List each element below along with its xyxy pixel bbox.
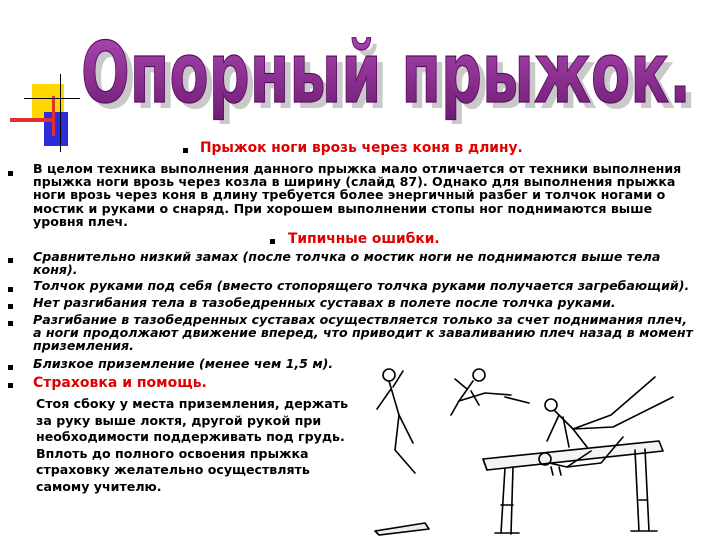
intro-line: ноги врозь через коня в длину требуется более энергичный разбег и толчок ногами о (33, 187, 666, 203)
intro-line: В целом техника выполнения данного прыжка мало отличается от техники выполнения (33, 161, 682, 176)
gymnast-flight (451, 369, 529, 415)
error-line: Толчок руками под себя (вместо стопорящего толчка руками получается загребающий). (33, 278, 690, 293)
safety-line: самому учителю. (36, 478, 162, 494)
deco-red-line-h (10, 118, 54, 122)
safety-text (36, 396, 356, 495)
gymnast-vault-illustration (355, 355, 715, 537)
square-bullet-icon (8, 321, 13, 326)
safety-line: Вплоть до полного освоения прыжка (36, 445, 309, 461)
safety-line: за руку выше локтя, другой рукой при (36, 412, 322, 428)
square-bullet-icon (8, 258, 13, 263)
safety-line: необходимости поддерживать под грудь. (36, 429, 345, 444)
error-item (33, 357, 333, 370)
error-line: Сравнительно низкий замах (после толчка о мостик ноги не поднимаются выше тела (33, 249, 661, 264)
safety-heading: Страховка и помощь. (33, 375, 207, 391)
square-bullet-icon (8, 365, 13, 370)
square-bullet-icon (270, 239, 275, 244)
deco-black-line-v (60, 74, 61, 152)
error-item (33, 279, 689, 292)
subtitle: Прыжок ноги врозь через коня в длину. (200, 140, 523, 156)
page-title-text: Опорный прыжок. (81, 24, 691, 122)
error-line: приземления. (33, 338, 134, 354)
intro-line: уровня плеч. (33, 213, 128, 229)
safety-line: Стоя сбоку у места приземления, держать (36, 396, 349, 411)
errors-heading: Типичные ошибки. (288, 231, 440, 247)
intro-line: мостик и руками о снаряд. При хорошем выполнении стопы ног поднимаются выше (33, 200, 653, 216)
error-line: Близкое приземление (менее чем 1,5 м). (33, 356, 334, 371)
error-line: Нет разгибания тела в тазобедренных суставах в полете после толчка руками. (33, 295, 616, 310)
square-bullet-icon (8, 304, 13, 309)
intro-paragraph (33, 162, 713, 228)
page-title-shadow: Опорный прыжок. (87, 30, 697, 124)
square-bullet-icon (8, 383, 13, 388)
deco-red-line-v (52, 96, 55, 136)
error-item (33, 313, 693, 353)
vaulting-horse (483, 441, 663, 534)
gymnast-landing (377, 369, 415, 473)
error-line: Разгибание в тазобедренных суставах осуществляется только за счет поднимания плеч, (33, 312, 688, 327)
error-line: а ноги продолжают движение вперед, что приводит к заваливанию плеч назад в момент (33, 325, 693, 341)
gymnast-straddle (545, 377, 673, 447)
page-title (64, 14, 714, 124)
error-item (33, 250, 660, 276)
square-bullet-icon (183, 148, 188, 153)
springboard (375, 523, 429, 535)
square-bullet-icon (8, 171, 13, 176)
square-bullet-icon (8, 287, 13, 292)
intro-line: прыжка ноги врозь через козла в ширину (слайд 87). Однако для выполнения прыжка (33, 174, 676, 190)
safety-line: страховку желательно осуществлять (36, 462, 310, 477)
error-line: коня). (33, 262, 78, 278)
error-item (33, 296, 616, 309)
